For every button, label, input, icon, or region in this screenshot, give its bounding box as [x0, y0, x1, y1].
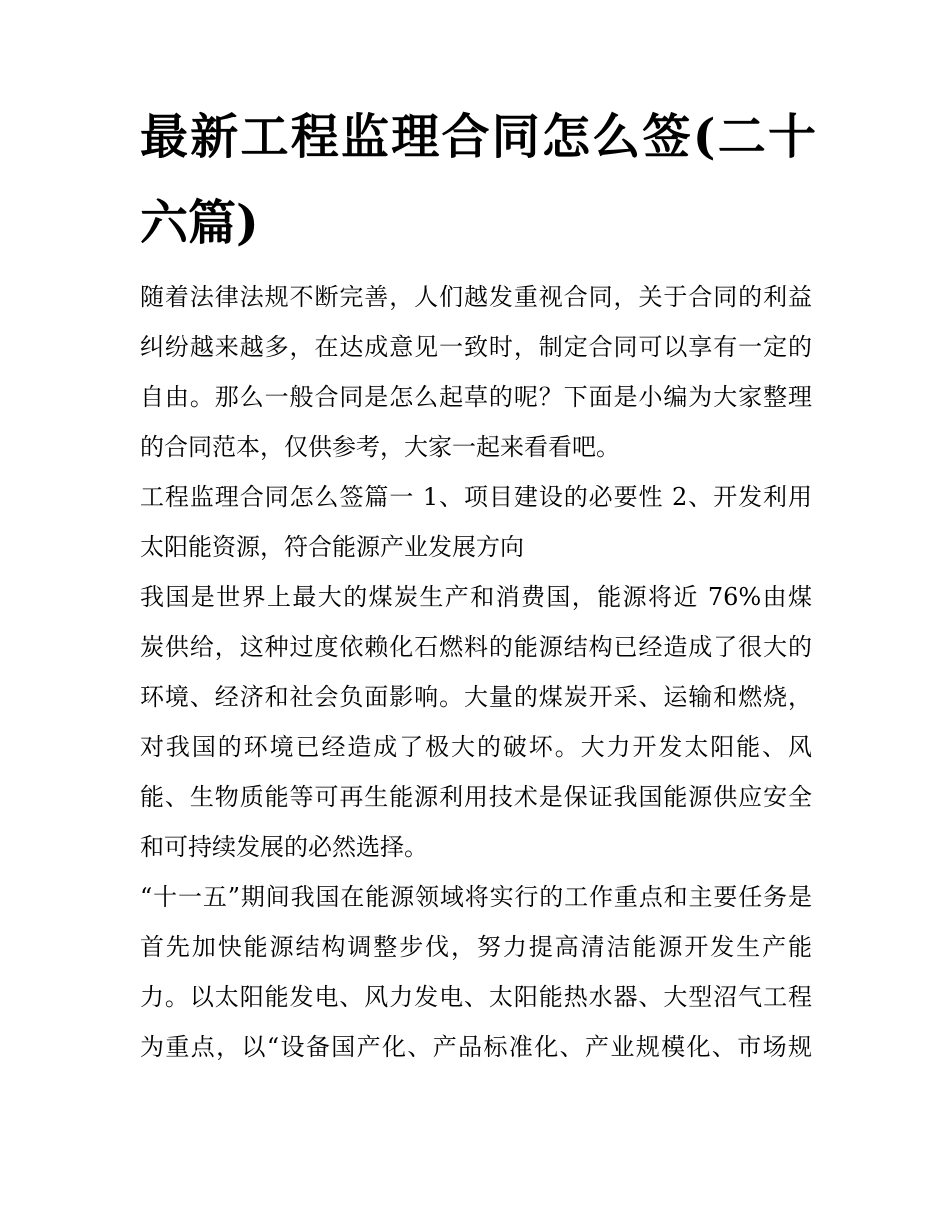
text-line: “十一五”期间我国在能源领域将实行的工作重点和主要任务是 [140, 883, 812, 911]
text-line: 纠纷越来越多，在达成意见一致时，制定合同可以享有一定的 [140, 333, 812, 361]
text-line: 工程监理合同怎么签篇一 1、项目建设的必要性 2、开发利用 [140, 483, 812, 511]
text-line: 对我国的环境已经造成了极大的破坏。大力开发太阳能、风 [140, 733, 812, 761]
text-line: 我国是世界上最大的煤炭生产和消费国，能源将近 76%由煤 [140, 583, 812, 611]
text-line: 炭供给，这种过度依赖化石燃料的能源结构已经造成了很大的 [140, 633, 812, 661]
paragraph [140, 572, 812, 872]
text-line: 力。以太阳能发电、风力发电、太阳能热水器、大型沼气工程 [140, 983, 812, 1011]
text-line: 首先加快能源结构调整步伐，努力提高清洁能源开发生产能 [140, 933, 812, 961]
text-line: 和可持续发展的必然选择。 [140, 833, 428, 861]
text-line: 环境、经济和社会负面影响。大量的煤炭开采、运输和燃烧， [140, 683, 812, 711]
text-line: 为重点，以“设备国产化、产品标准化、产业规模化、市场规 [140, 1033, 812, 1061]
title-line: 六篇) [140, 195, 259, 251]
document-body [140, 272, 812, 1072]
text-line: 太阳能资源，符合能源产业发展方向 [140, 533, 524, 561]
paragraph [140, 872, 812, 1072]
text-line: 能、生物质能等可再生能源利用技术是保证我国能源供应安全 [140, 783, 812, 811]
paragraph [140, 272, 812, 472]
text-line: 自由。那么一般合同是怎么起草的呢？下面是小编为大家整理 [140, 383, 812, 411]
paragraph [140, 472, 812, 572]
document-title [140, 94, 816, 266]
title-line: 最新工程监理合同怎么签(二十 [140, 109, 816, 165]
text-line: 的合同范本，仅供参考，大家一起来看看吧。 [140, 433, 620, 461]
text-line: 随着法律法规不断完善，人们越发重视合同，关于合同的利益 [140, 283, 812, 311]
